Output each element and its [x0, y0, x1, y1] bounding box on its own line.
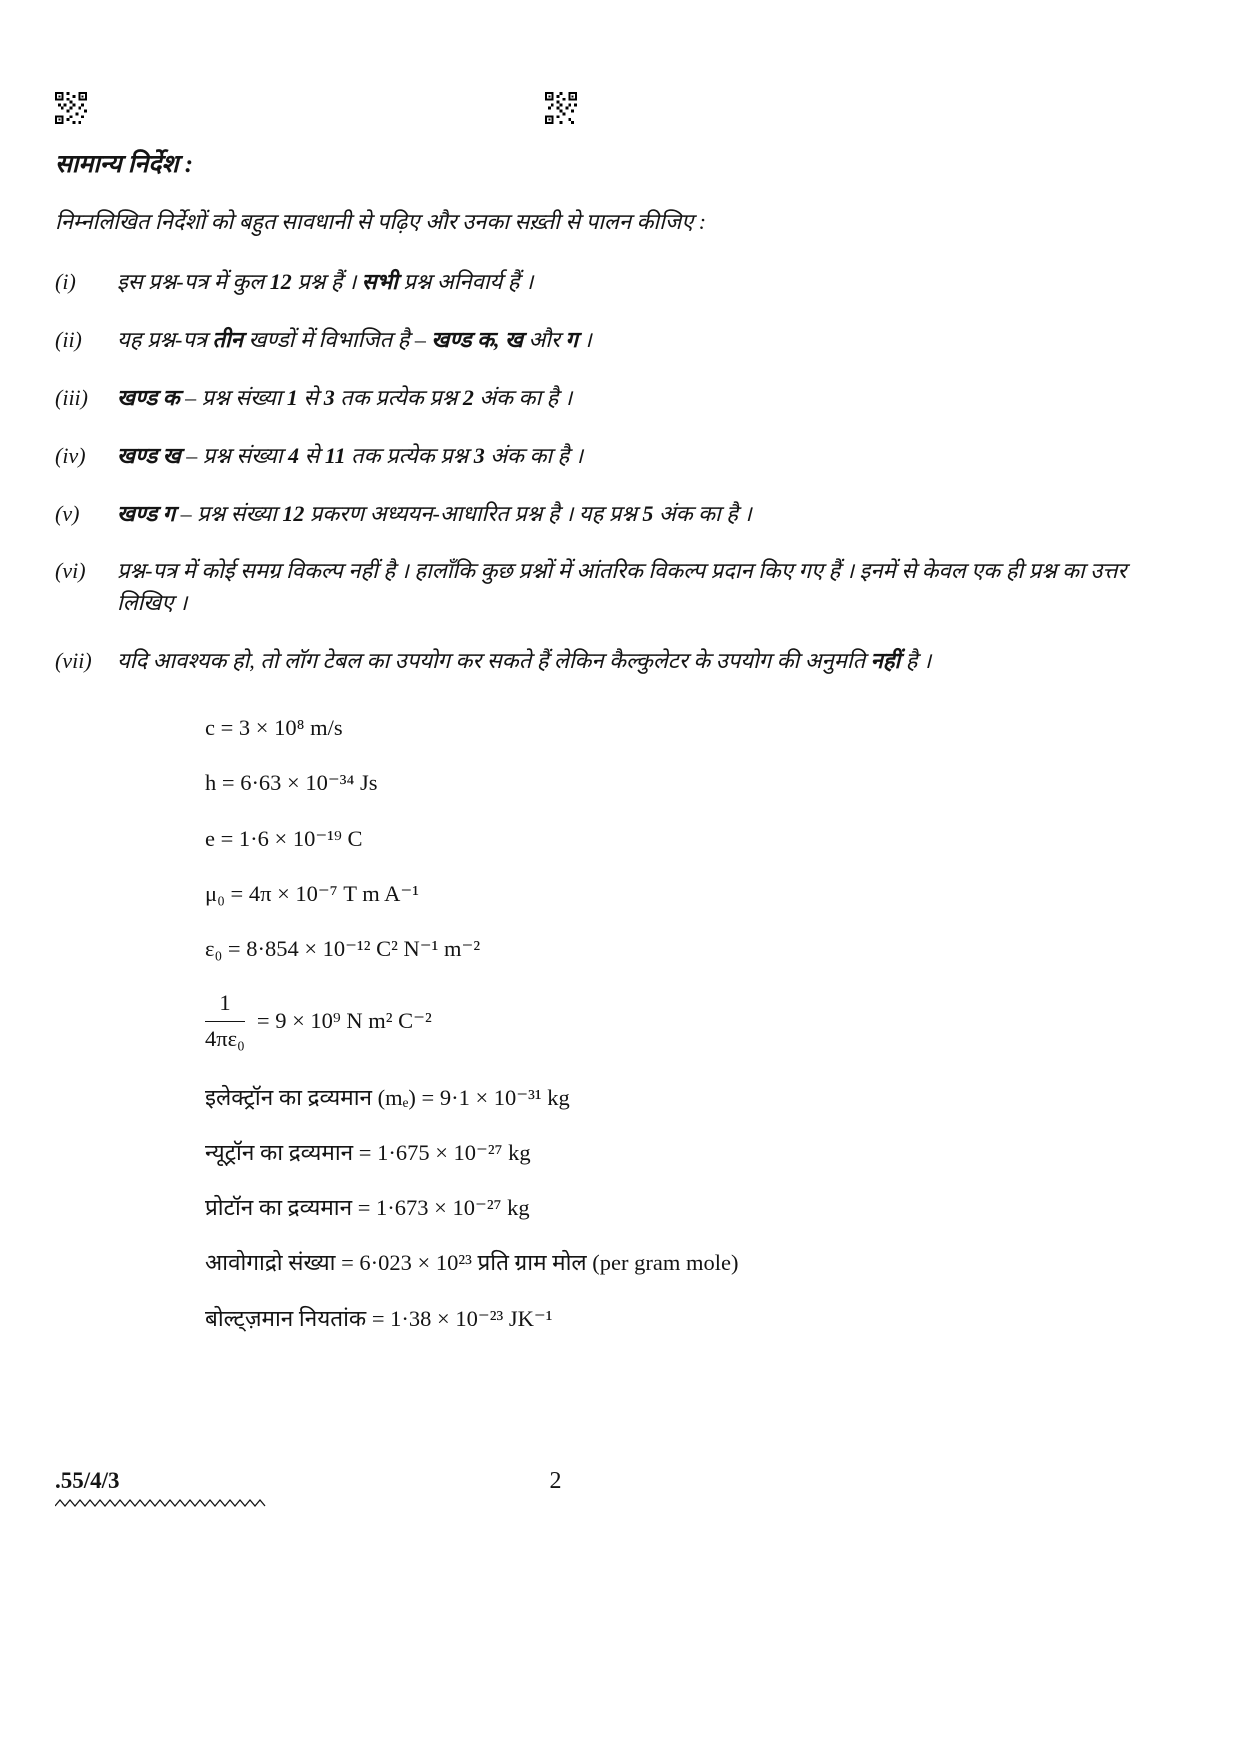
instruction-label: (ii) [55, 326, 82, 352]
instruction-item [55, 440, 1171, 472]
text-segment: अंक का है । [473, 384, 573, 410]
constant-boltzmann: बोल्ट्ज़मान नियतांक = 1·38 × 10⁻²³ JK⁻¹ [205, 1305, 553, 1331]
constant-mu-zero: μ₀ = 4π × 10⁻⁷ T m A⁻¹ [205, 880, 419, 906]
text-segment-bold: 1 [286, 384, 298, 410]
constant-avogadro: आवोगाद्रो संख्या = 6·023 × 10²³ प्रति ग्राम मोल (per gram mole) [205, 1250, 739, 1276]
text-segment: प्रश्न हैं । [291, 269, 362, 294]
zigzag-line [55, 1498, 270, 1507]
fraction-numerator: 1 [205, 989, 244, 1021]
text-segment-bold: 12 [282, 500, 305, 526]
text-segment: तक प्रत्येक प्रश्न [345, 442, 474, 468]
instruction-text [117, 498, 1127, 530]
instructions-intro: निम्नलिखित निर्देशों को बहुत सावधानी से पढ़िए और उनका सख़्ती से पालन कीजिए : [55, 209, 707, 234]
text-segment-bold: नहीं [870, 648, 901, 674]
text-segment: – प्रश्न संख्या [180, 442, 288, 468]
instruction-label: (v) [55, 500, 80, 526]
text-segment: प्रश्न-पत्र में कोई समग्र विकल्प नहीं है । हालाँकि कुछ प्रश्नों में आंतरिक विकल्प प्रदान किए गए हैं । इनमें से केवल एक ही प्रश्न का उत्तर लिखिए । [117, 558, 1127, 616]
instruction-text [117, 555, 1127, 619]
text-segment: तक प्रत्येक प्रश्न [334, 384, 463, 410]
text-segment: प्रकरण अध्ययन-आधारित प्रश्न है । यह प्रश्न [304, 500, 643, 526]
text-segment-bold: खण्ड ग [117, 500, 176, 526]
constant-speed-of-light: c = 3 × 10⁸ m/s [205, 715, 343, 741]
constant-planck: h = 6·63 × 10⁻³⁴ Js [205, 770, 378, 796]
physical-constants-block [205, 713, 1171, 1333]
text-segment: खण्डों में विभाजित है – [242, 326, 432, 352]
text-segment-bold: तीन [212, 326, 243, 352]
qr-code-icon [545, 92, 577, 124]
instruction-item [55, 498, 1171, 530]
fraction-denominator: 4πε₀ [205, 1025, 245, 1051]
text-segment-bold: सभी [361, 269, 398, 294]
text-segment-bold: 2 [462, 384, 474, 410]
instruction-label: (vi) [55, 558, 86, 584]
instruction-label: (vii) [55, 648, 92, 674]
qr-row [55, 92, 1171, 128]
text-segment: से [297, 384, 324, 410]
instruction-item [55, 555, 1171, 619]
instruction-text [117, 266, 1127, 298]
instruction-item [55, 645, 1171, 677]
text-segment: यदि आवश्यक हो, तो लॉग टेबल का उपयोग कर सकते हैं लेकिन कैल्कुलेटर के उपयोग की अनुमति [117, 648, 871, 674]
paper-code: .55/4/3 [55, 1468, 120, 1493]
text-segment-bold: खण्ड क, ख [431, 326, 523, 352]
instruction-item [55, 324, 1171, 356]
page-number: 2 [549, 1468, 562, 1494]
general-instructions-heading: सामान्य निर्देश : [55, 151, 194, 178]
instruction-text [117, 645, 1127, 677]
text-segment: प्रश्न अनिवार्य हैं । [397, 269, 534, 294]
text-segment-bold: खण्ड क [117, 384, 180, 410]
constant-epsilon-zero: ε₀ = 8·854 × 10⁻¹² C² N⁻¹ m⁻² [205, 936, 481, 962]
instruction-item [55, 266, 1171, 298]
fraction [205, 989, 245, 1052]
text-segment-bold: ग [565, 326, 578, 352]
instruction-item [55, 382, 1171, 414]
qr-code-icon [55, 92, 87, 124]
text-segment-bold: 4 [288, 442, 299, 468]
text-segment: अंक का है । [653, 500, 752, 526]
instruction-label: (i) [55, 269, 76, 294]
instruction-text [117, 382, 1127, 414]
text-segment: इस प्रश्न-पत्र में कुल [117, 269, 270, 294]
page-footer [0, 1468, 1241, 1528]
constant-neutron-mass: न्यूट्रॉन का द्रव्यमान = 1·675 × 10⁻²⁷ kg [205, 1139, 531, 1165]
instruction-text [117, 440, 1127, 472]
text-segment: है । [900, 648, 932, 674]
instruction-label: (iv) [55, 442, 86, 468]
text-segment-bold: 3 [323, 384, 335, 410]
text-segment-bold: खण्ड ख [117, 442, 181, 468]
constant-coulomb [205, 989, 1171, 1052]
text-segment-bold: 5 [642, 500, 654, 526]
constant-electron-charge: e = 1·6 × 10⁻¹⁹ C [205, 825, 363, 851]
text-segment: अंक का है । [484, 442, 584, 468]
text-segment: । [577, 326, 592, 352]
constant-electron-mass: इलेक्ट्रॉन का द्रव्यमान (mₑ) = 9·1 × 10⁻³¹ kg [205, 1084, 570, 1110]
constant-proton-mass: प्रोटॉन का द्रव्यमान = 1·673 × 10⁻²⁷ kg [205, 1195, 530, 1221]
text-segment: और [522, 326, 566, 352]
fraction-rhs: = 9 × 10⁹ N m² C⁻² [256, 1008, 432, 1034]
text-segment-bold: 3 [473, 442, 485, 468]
text-segment: से [299, 442, 325, 468]
text-segment: यह प्रश्न-पत्र [117, 326, 213, 352]
text-segment-bold: 11 [324, 442, 346, 468]
instruction-label: (iii) [55, 384, 88, 410]
text-segment: – प्रश्न संख्या [179, 384, 287, 410]
text-segment: – प्रश्न संख्या [175, 500, 283, 526]
text-segment-bold: 12 [269, 269, 292, 294]
instruction-text [117, 324, 1127, 356]
